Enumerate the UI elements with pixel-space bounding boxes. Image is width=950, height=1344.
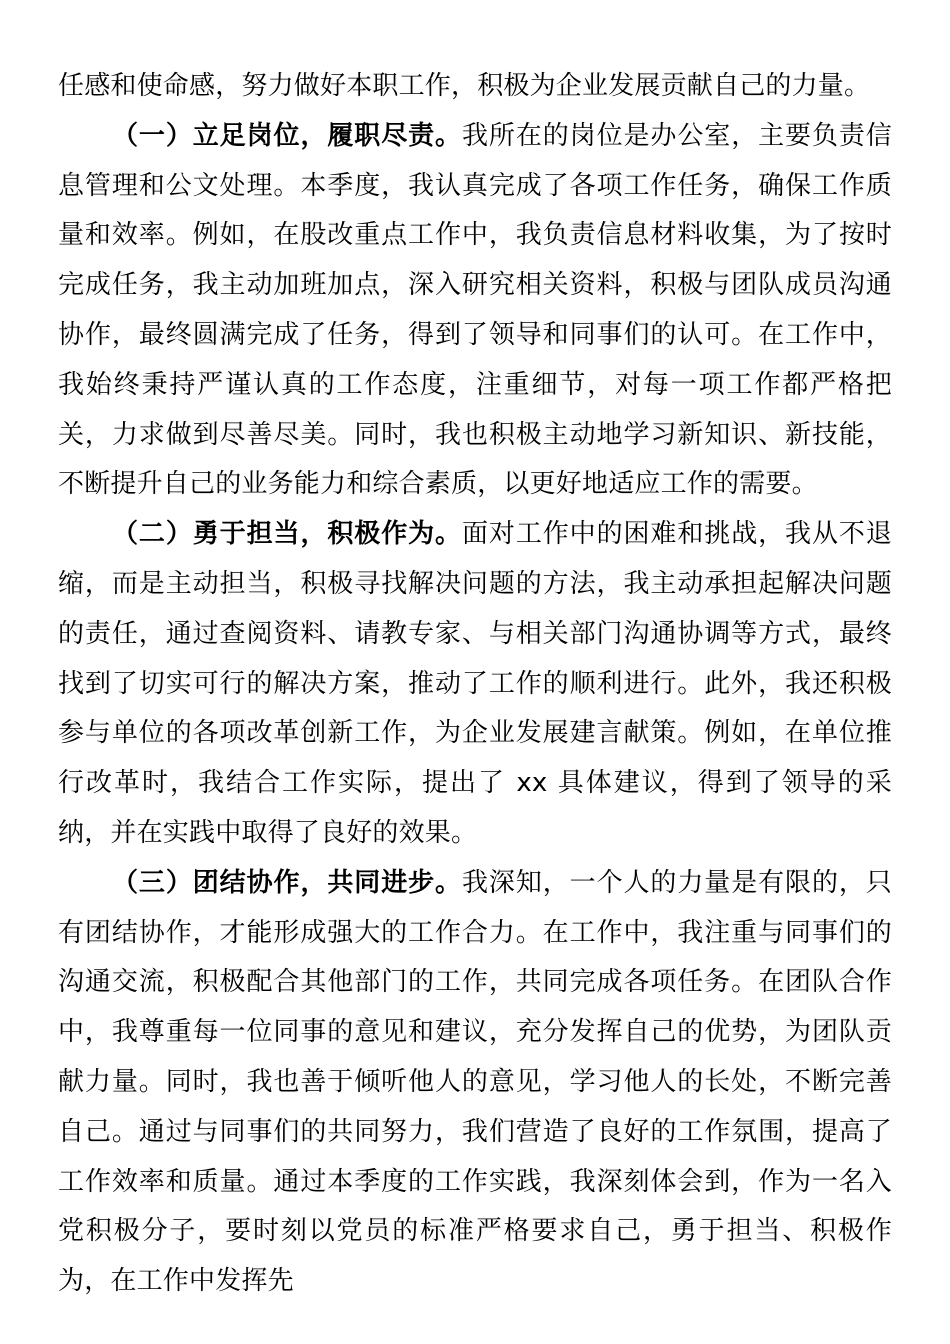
document-page	[58, 62, 892, 1307]
paragraph-text: 任感和使命感，努力做好本职工作，积极为企业发展贡献自己的力量。	[58, 71, 871, 101]
paragraph-text: 面对工作中的困难和挑战，我从不退缩，而是主动担当，积极寻找解决问题的方法，我主动承担起解决问题的责任，通过查阅资料、请教专家、与相关部门沟通协调等方式，最终找到了切实可行的解决方案，推动了工作的顺利进行。此外，我还积极参与单位的各项改革创新工作，为企业发展建言献策。例如，在单位推行改革时，我结合工作实际，提出了 xx 具体建议，得到了领导的采纳，并在实践中取得了良好的效果。	[58, 519, 892, 848]
paragraph-section-three	[58, 859, 892, 1307]
paragraph-text: 我深知，一个人的力量是有限的，只有团结协作，才能形成强大的工作合力。在工作中，我注重与同事们的沟通交流，积极配合其他部门的工作，共同完成各项任务。在团队合作中，我尊重每一位同事的意见和建议，充分发挥自己的优势，为团队贡献力量。同时，我也善于倾听他人的意见，学习他人的长处，不断完善自己。通过与同事们的共同努力，我们营造了良好的工作氛围，提高了工作效率和质量。通过本季度的工作实践，我深刻体会到，作为一名入党积极分子，要时刻以党员的标准严格要求自己，勇于担当、积极作为，在工作中发挥先	[58, 867, 892, 1297]
paragraph-text: 我所在的岗位是办公室，主要负责信息管理和公文处理。本季度，我认真完成了各项工作任务，确保工作质量和效率。例如，在股改重点工作中，我负责信息材料收集，为了按时完成任务，我主动加班加点，深入研究相关资料，积极与团队成员沟通协作，最终圆满完成了任务，得到了领导和同事们的认可。在工作中，我始终秉持严谨认真的工作态度，注重细节，对每一项工作都严格把关，力求做到尽善尽美。同时，我也积极主动地学习新知识、新技能，不断提升自己的业务能力和综合素质，以更好地适应工作的需要。	[58, 120, 892, 500]
paragraph-section-one	[58, 112, 892, 510]
section-heading: （一）立足岗位，履职尽责。	[112, 120, 462, 151]
section-heading: （二）勇于担当，积极作为。	[112, 519, 462, 550]
section-heading: （三）团结协作，共同进步。	[112, 867, 462, 898]
paragraph-continuation	[58, 62, 892, 112]
paragraph-section-two	[58, 510, 892, 859]
